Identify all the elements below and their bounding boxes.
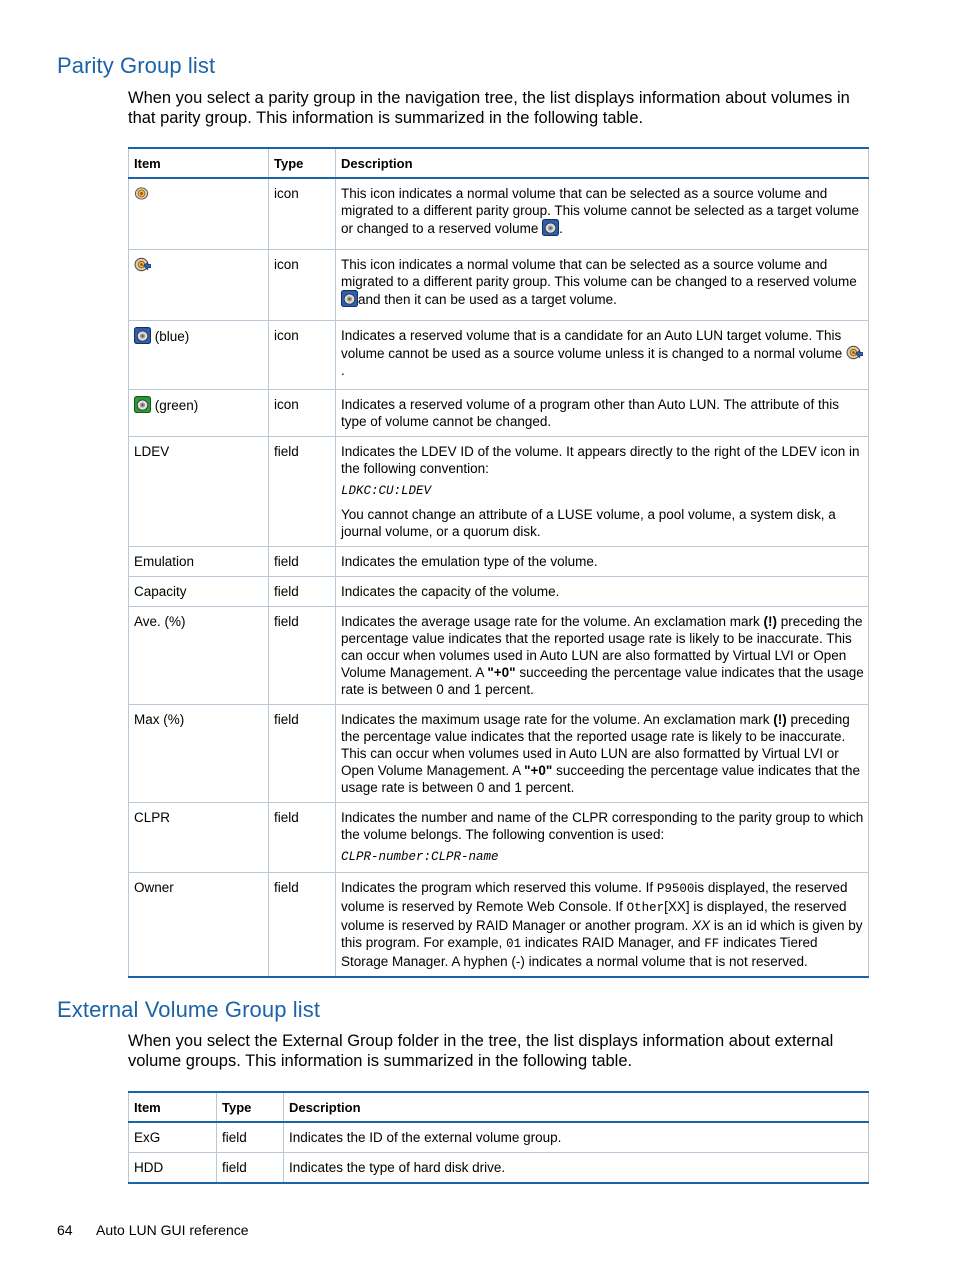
- cell-description: Indicates the capacity of the volume.: [336, 576, 869, 606]
- cell-item: CLPR: [129, 802, 269, 872]
- cell-item: ExG: [129, 1122, 217, 1153]
- table-header-row: [129, 1092, 869, 1122]
- description-text: is an id which is given by this program. For example,: [341, 917, 863, 950]
- description-text: Indicates the number and name of the CLPR corresponding to the parity group to which the volume belongs. The following convention is used:: [341, 809, 864, 842]
- table-row: [129, 1122, 869, 1153]
- section-intro-external-group: When you select the External Group folder in the tree, the list displays information about external volume groups. This information is summarized in the following table.: [128, 1032, 834, 1070]
- description-text: [XX] is displayed, the reserved volume is reserved by RAID Manager or another program.: [341, 898, 847, 933]
- table-row: [129, 1153, 869, 1184]
- cell-item: Max (%): [129, 704, 269, 802]
- normal-changeable-volume-icon: [134, 256, 151, 273]
- cell-description: Indicates the emulation type of the volume.: [336, 546, 869, 576]
- description-text: indicates Tiered Storage Manager. A hyphen (-) indicates a normal volume that is not reserved.: [341, 934, 818, 969]
- cell-item: [129, 389, 269, 436]
- table-row: [129, 178, 869, 249]
- plus-zero-mark: "+0": [487, 664, 516, 680]
- parity-group-table: [128, 147, 869, 978]
- cell-type: field: [269, 704, 336, 802]
- reserved-volume-blue-icon: [341, 290, 358, 307]
- section-title-parity-group-list: Parity Group list: [57, 53, 216, 78]
- table-row: [129, 606, 869, 704]
- description-text: .: [559, 221, 563, 236]
- cell-type: field: [269, 546, 336, 576]
- table-header-row: [129, 148, 869, 178]
- code-p9500: P9500: [656, 881, 695, 896]
- cell-type: icon: [269, 249, 336, 320]
- description-text: Indicates the LDEV ID of the volume. It appears directly to the right of the LDEV icon in the following convention:: [341, 443, 860, 476]
- description-text: Indicates a reserved volume that is a candidate for an Auto LUN target volume. This volume cannot be used as a source volume unless it is changed to a normal volume: [341, 327, 847, 361]
- cell-type: icon: [269, 320, 336, 389]
- table-row: [129, 802, 869, 872]
- code-ff: FF: [704, 936, 720, 951]
- cell-description: [336, 606, 869, 704]
- external-volume-group-table: [128, 1091, 869, 1184]
- reserved-volume-blue-icon: [542, 219, 559, 236]
- exclamation-mark: (!): [773, 711, 787, 727]
- cell-type: field: [217, 1153, 284, 1184]
- description-text: and then it can be used as a target volume.: [358, 291, 617, 307]
- header-item: Item: [129, 148, 269, 178]
- cell-item: LDEV: [129, 436, 269, 546]
- description-text: This icon indicates a normal volume that can be selected as a source volume and migrated to a different parity group. This volume cannot be selected as a target volume or changed to a reserved volume: [341, 186, 860, 236]
- header-type: Type: [269, 148, 336, 178]
- table-row: [129, 872, 869, 977]
- ldev-convention-code: LDKC:CU:LDEV: [341, 483, 432, 498]
- cell-type: field: [269, 872, 336, 977]
- cell-description: [336, 436, 869, 546]
- item-label: (green): [151, 397, 199, 413]
- description-text: You cannot change an attribute of a LUSE volume, a pool volume, a system disk, a journal volume, or a quorum disk.: [341, 506, 836, 539]
- normal-volume-icon: [134, 185, 149, 200]
- cell-type: field: [217, 1122, 284, 1153]
- page-number: 64: [57, 1222, 73, 1238]
- cell-item: Owner: [129, 872, 269, 977]
- exclamation-mark: (!): [763, 613, 777, 629]
- table-row: [129, 320, 869, 389]
- cell-description: [336, 320, 869, 389]
- cell-item: Ave. (%): [129, 606, 269, 704]
- cell-type: field: [269, 576, 336, 606]
- page-footer: [57, 1222, 249, 1238]
- placeholder-xx: XX: [692, 917, 711, 933]
- cell-description: Indicates the ID of the external volume group.: [284, 1122, 869, 1153]
- plus-zero-mark: "+0": [524, 762, 553, 778]
- description-text: succeeding the percentage value indicates that the usage rate is between 0 and 1 percent.: [341, 664, 864, 697]
- cell-description: [336, 178, 869, 249]
- table-row: [129, 389, 869, 436]
- description-text: indicates RAID Manager, and: [521, 934, 705, 950]
- reserved-volume-green-icon: [134, 396, 151, 413]
- cell-description: [336, 802, 869, 872]
- table-row: [129, 704, 869, 802]
- table-row: [129, 546, 869, 576]
- code-other: Other: [626, 900, 665, 915]
- cell-item: Capacity: [129, 576, 269, 606]
- reserved-volume-blue-icon: [134, 327, 151, 344]
- cell-description: Indicates a reserved volume of a program other than Auto LUN. The attribute of this type of volume cannot be changed.: [336, 389, 869, 436]
- description-text: is displayed, the reserved volume is reserved by Remote Web Console. If: [341, 879, 848, 914]
- item-label: (blue): [151, 328, 190, 344]
- cell-description: [336, 249, 869, 320]
- table-row: [129, 249, 869, 320]
- description-text: Indicates the average usage rate for the volume. An exclamation mark: [341, 613, 764, 629]
- cell-item: [129, 178, 269, 249]
- cell-description: Indicates the type of hard disk drive.: [284, 1153, 869, 1184]
- cell-type: field: [269, 606, 336, 704]
- description-text: Indicates the program which reserved this volume. If: [341, 879, 657, 895]
- description-text: preceding the percentage value indicates that the reported usage rate is likely to be inaccurate. This can occur when volumes used in Auto LUN are also formatted by Virtual LVI or Open Volume Management. A: [341, 711, 850, 778]
- header-description: Description: [284, 1092, 869, 1122]
- cell-item: [129, 249, 269, 320]
- header-type: Type: [217, 1092, 284, 1122]
- footer-title: Auto LUN GUI reference: [96, 1222, 249, 1238]
- clpr-convention-code: CLPR-number:CLPR-name: [341, 849, 499, 864]
- cell-type: icon: [269, 389, 336, 436]
- code-01: 01: [506, 936, 522, 951]
- description-text: succeeding the percentage value indicates that the usage rate is between 0 and 1 percent.: [341, 762, 861, 795]
- cell-item: HDD: [129, 1153, 217, 1184]
- header-description: Description: [336, 148, 869, 178]
- description-text: .: [341, 362, 345, 378]
- description-text: Indicates the maximum usage rate for the volume. An exclamation mark: [341, 711, 774, 727]
- cell-type: field: [269, 436, 336, 546]
- cell-item: Emulation: [129, 546, 269, 576]
- cell-description: [336, 872, 869, 977]
- cell-description: [336, 704, 869, 802]
- section-title-external-volume-group-list: External Volume Group list: [57, 997, 321, 1022]
- table-row: [129, 576, 869, 606]
- cell-item: [129, 320, 269, 389]
- section-intro-parity-group: When you select a parity group in the navigation tree, the list displays information about volumes in that parity group. This information is summarized in the following table.: [128, 89, 850, 127]
- cell-type: field: [269, 802, 336, 872]
- header-item: Item: [129, 1092, 217, 1122]
- cell-type: icon: [269, 178, 336, 249]
- description-text: preceding the percentage value indicates that the reported usage rate is likely to be inaccurate. This can occur when volumes used in Auto LUN are also formatted by Virtual LVI or Open Volume Management. A: [341, 613, 863, 680]
- normal-changeable-volume-icon: [846, 344, 863, 361]
- description-text: This icon indicates a normal volume that can be selected as a source volume and migrated to a different parity group. This volume can be changed to a reserved volume: [341, 256, 857, 289]
- table-row: [129, 436, 869, 546]
